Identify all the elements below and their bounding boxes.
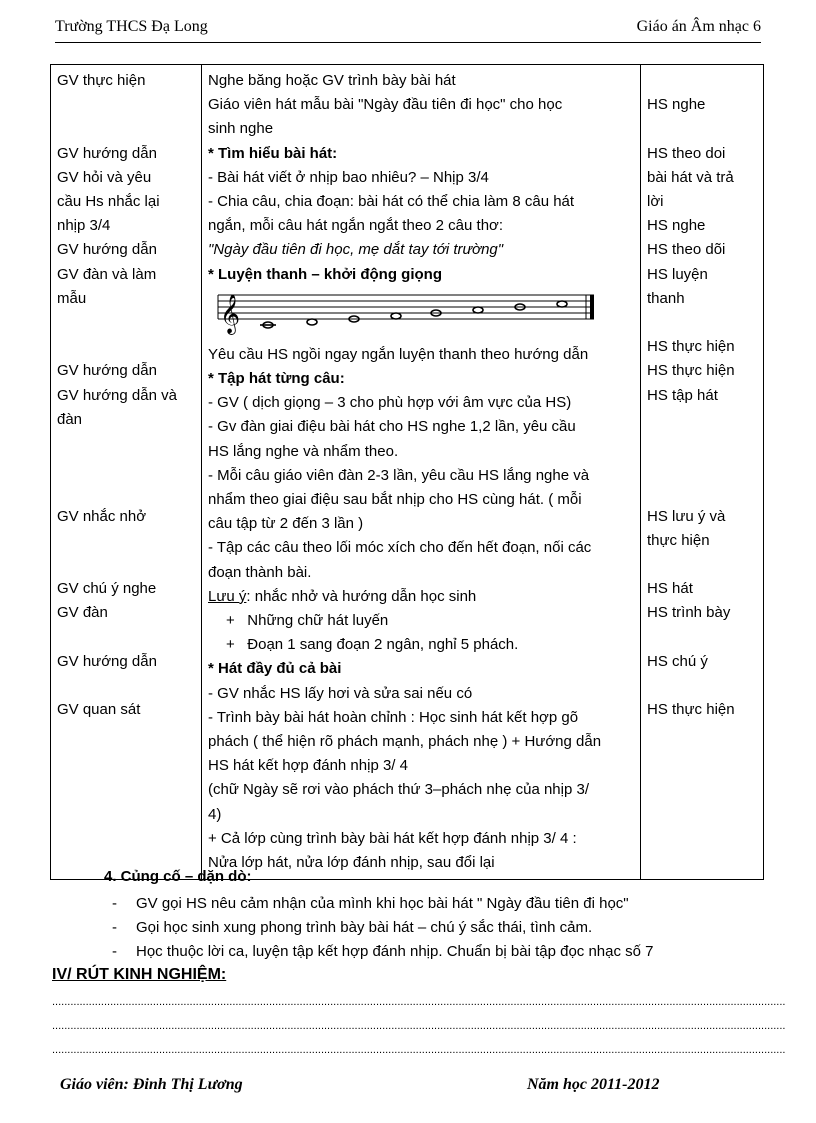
dotted-line: ................................................................................................................................................................................................................................................ — [52, 996, 786, 1008]
content-line: 4) — [208, 805, 222, 823]
dotted-line: ................................................................................................................................................................................................................................................ — [52, 1044, 786, 1056]
col3-line: HS chú ý — [647, 652, 708, 670]
music-staff-image — [214, 289, 598, 339]
col1-line: GV đàn — [57, 604, 108, 622]
content-column — [202, 65, 641, 880]
content-line: Nửa lớp hát, nửa lớp đánh nhịp, sau đổi lại — [208, 854, 495, 872]
col3-line: HS hát — [647, 580, 693, 598]
teacher-name: Giáo viên: Đinh Thị Lương — [60, 1076, 243, 1093]
content-line: Giáo viên hát mẫu bài "Ngày đầu tiên đi học" cho học — [208, 96, 563, 114]
student-activity-column — [641, 65, 764, 880]
experience-heading: IV/ RÚT KINH NGHIỆM: — [52, 966, 227, 983]
col3-line: HS tập hát — [647, 386, 718, 404]
content-line: nhẩm theo giai điệu sau bắt nhịp cho HS cùng hát. ( mỗi — [208, 491, 582, 509]
content-line: - Chia câu, chia đoạn: bài hát có thể chia làm 8 câu hát — [208, 193, 575, 211]
col3-line: HS theo dõi — [647, 241, 726, 259]
list-item: - GV gọi HS nêu cảm nhận của mình khi học bài hát " Ngày đầu tiên đi học" — [112, 895, 629, 912]
content-line: - GV nhắc HS lấy hơi và sửa sai nếu có — [208, 684, 473, 702]
dotted-line: ................................................................................................................................................................................................................................................ — [52, 1020, 786, 1032]
teacher-activity-column — [51, 65, 202, 880]
section-heading: * Tìm hiểu bài hát: — [208, 144, 338, 162]
list-item-text: Gọi học sinh xung phong trình bày bài hát – chú ý sắc thái, tình cảm. — [136, 919, 593, 937]
col1-line: nhịp 3/4 — [57, 217, 111, 235]
note-label: Lưu ý — [208, 587, 247, 605]
content-line: - Bài hát viết ở nhịp bao nhiêu? – Nhịp 3/4 — [208, 168, 489, 186]
plus-bullet: + — [226, 636, 248, 654]
list-item: - Học thuộc lời ca, luyện tập kết hợp đánh nhịp. Chuẩn bị bài tập đọc nhạc số 7 — [112, 943, 654, 961]
plus-item-text: Những chữ hát luyến — [247, 612, 389, 630]
content-line: + Cả lớp cùng trình bày bài hát kết hợp đánh nhịp 3/ 4 : — [208, 829, 577, 847]
col1-line: đàn — [57, 410, 83, 428]
content-line: câu tập từ 2 đến 3 lần ) — [208, 515, 364, 533]
section-heading: * Tập hát từng câu: — [208, 370, 345, 388]
content-line: sinh nghe — [208, 120, 274, 138]
col3-line: bài hát và trả — [647, 168, 734, 186]
page-header — [55, 18, 761, 43]
school-name: Trường THCS Đạ Long — [55, 18, 208, 35]
col3-line: HS thực hiện — [647, 701, 735, 719]
col3-line: HS nghe — [647, 96, 706, 114]
content-line: ngắn, mỗi câu hát ngắn ngắt theo 2 câu thơ: — [208, 217, 504, 235]
col3-line: HS theo doi — [647, 144, 726, 162]
col3-line: HS thực hiện — [647, 338, 735, 356]
list-item: - Gọi học sinh xung phong trình bày bài hát – chú ý sắc thái, tình cảm. — [112, 919, 593, 937]
col1-line: GV hỏi và yêu — [57, 168, 152, 186]
content-line: đoạn thành bài. — [208, 563, 312, 581]
note-text: : nhắc nhở và hướng dẫn học sinh — [246, 587, 477, 605]
lesson-table — [50, 64, 764, 880]
content-line: - GV ( dịch giọng – 3 cho phù hợp với âm vực của HS) — [208, 394, 572, 412]
col1-line: GV đàn và làm — [57, 265, 157, 283]
song-quote: "Ngày đầu tiên đi học, mẹ dắt tay tới trường" — [208, 241, 504, 259]
table-row — [51, 65, 764, 880]
col3-line: HS luyện — [647, 265, 708, 283]
col1-line: GV hướng dẫn — [57, 362, 157, 380]
col1-line: GV hướng dẫn — [57, 652, 157, 670]
plus-item-text: Đoạn 1 sang đoạn 2 ngân, nghỉ 5 phách. — [247, 636, 519, 654]
col1-line: GV thực hiện — [57, 72, 146, 89]
col1-line: GV hướng dẫn — [57, 144, 157, 162]
content-line: HS hát kết hợp đánh nhịp 3/ 4 — [208, 757, 408, 775]
col3-line: HS nghe — [647, 217, 706, 235]
treble-clef-icon: 𝄞 — [220, 293, 241, 334]
col1-line: GV hướng dẫn — [57, 241, 157, 259]
col3-line: HS trình bày — [647, 604, 731, 622]
col1-line: mẫu — [57, 289, 87, 307]
section-4-list — [112, 892, 752, 965]
col1-line: GV hướng dẫn và — [57, 386, 177, 404]
content-line: Nghe băng hoặc GV trình bày bài hát — [208, 72, 456, 89]
plus-item — [208, 633, 634, 657]
content-line: (chữ Ngày sẽ rơi vào phách thứ 3–phách nhẹ của nhịp 3/ — [208, 781, 589, 799]
content-line: - Tập các câu theo lối móc xích cho đến hết đoạn, nối các — [208, 539, 592, 557]
content-line: phách ( thể hiện rõ phách mạnh, phách nhẹ ) + Hướng dẫn — [208, 733, 602, 751]
list-item-text: GV gọi HS nêu cảm nhận của mình khi học bài hát " Ngày đầu tiên đi học" — [136, 895, 629, 912]
content-line: Yêu cầu HS ngồi ngay ngắn luyện thanh theo hướng dẫn — [208, 345, 589, 363]
section-4-title: 4. Củng cố – dặn dò: — [104, 868, 252, 885]
section-heading: * Luyện thanh – khởi động giọng — [208, 265, 442, 283]
col3-line: lời — [647, 192, 664, 210]
section-heading: * Hát đầy đủ cả bài — [208, 660, 342, 678]
col3-line: thực hiện — [647, 531, 710, 549]
col3-line: thanh — [647, 289, 685, 307]
content-line: - Gv đàn giai điệu bài hát cho HS nghe 1,2 lần, yêu cầu — [208, 418, 576, 436]
plus-bullet: + — [226, 612, 248, 630]
note-line — [208, 585, 634, 609]
list-item-text: Học thuộc lời ca, luyện tập kết hợp đánh nhịp. Chuẩn bị bài tập đọc nhạc số 7 — [136, 943, 654, 961]
content-line: - Mỗi câu giáo viên đàn 2-3 lần, yêu cầu HS lắng nghe và — [208, 466, 590, 484]
col1-line: GV chú ý nghe — [57, 580, 157, 598]
col1-line: GV nhắc nhở — [57, 507, 147, 525]
school-year: Năm học 2011-2012 — [527, 1076, 660, 1093]
subject-title: Giáo án Âm nhạc 6 — [636, 18, 761, 35]
plus-item — [208, 609, 634, 633]
col1-line: cầu Hs nhắc lại — [57, 192, 160, 210]
content-line: HS lắng nghe và nhẩm theo. — [208, 442, 399, 460]
col3-line: HS lưu ý và — [647, 507, 726, 525]
col1-line: GV quan sát — [57, 701, 141, 719]
col3-line: HS thực hiện — [647, 362, 735, 380]
content-line: - Trình bày bài hát hoàn chỉnh : Học sinh hát kết hợp gõ — [208, 708, 579, 726]
